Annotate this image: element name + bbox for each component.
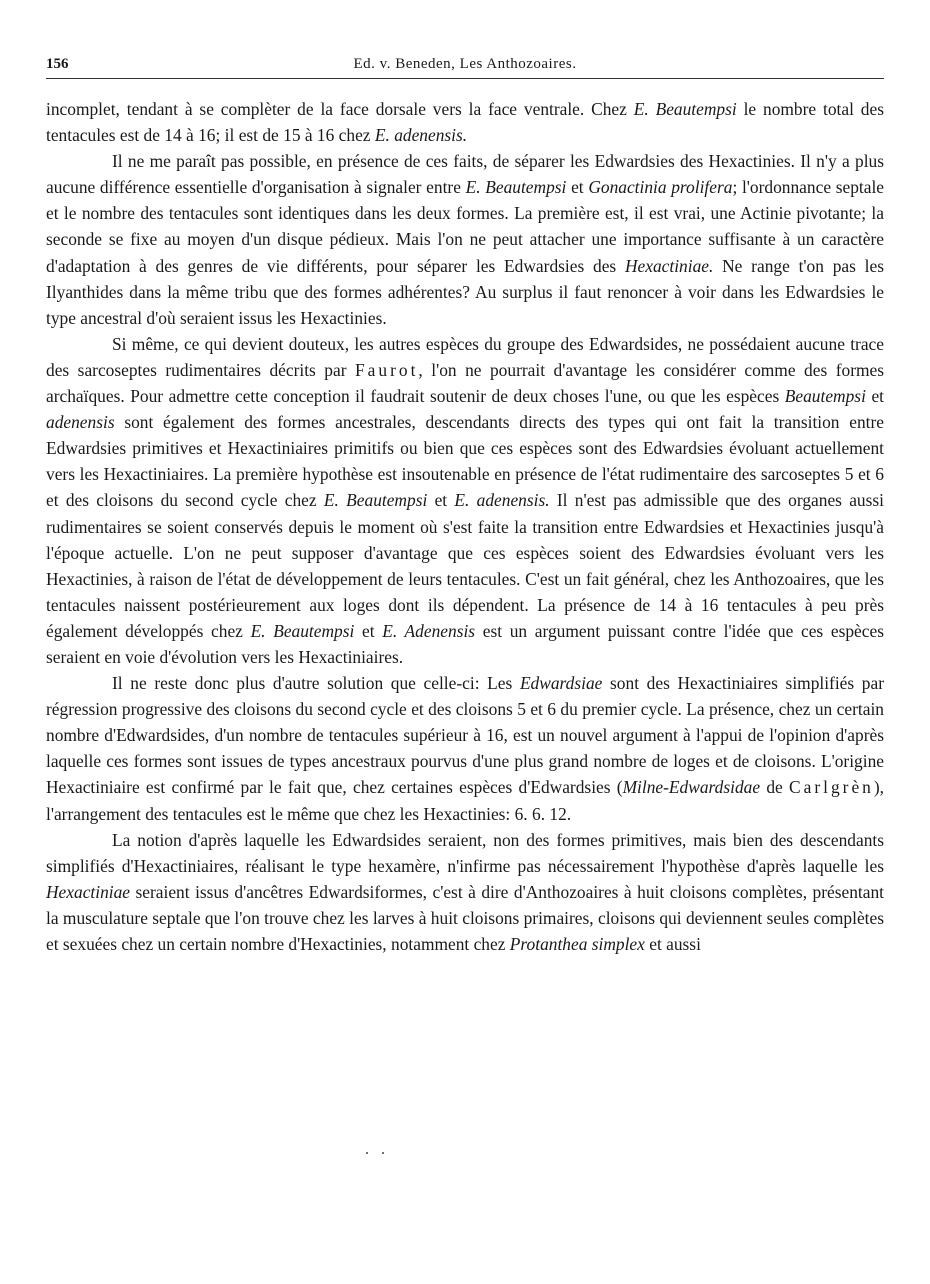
italic-run: E. Beautempsi [323, 490, 428, 511]
text-run: sont également des formes ancestrales, descendants directs des types qui ont fait la transition entre Edwardsies primitives et Hexactiniaires primitifs ou bien que ces espèces sont des Edwardsies évoluant actuellement vers les Hexactiniaires. La première hypothèse est insoutenable en présence de l'état rudimentaire des sarcoseptes 5 et 6 et des cloisons du second cycle chez [46, 412, 884, 511]
text-run: La notion d'après laquelle les Edwardsides seraient, non des formes primitives, mais bien des descendants simplifiés d'Hexactiniaires, réalisant le type hexamère, n'infirme pas nécessairement l'hypothèse d'après laquelle les [46, 829, 884, 876]
italic-run: Hexactiniae. [624, 255, 714, 276]
spaced-name-run: Faurot [355, 359, 419, 380]
text-run: le nombre total des tentacules est de 14 à 16; il est de 15 à 16 chez [46, 99, 884, 146]
paragraph [46, 331, 884, 670]
body-text [46, 96, 884, 957]
italic-run: Gonactinia prolifera [588, 177, 733, 198]
italic-run: adenensis [46, 412, 115, 433]
italic-run: E. Beautempsi [465, 177, 567, 198]
paragraph [46, 148, 884, 331]
italic-run: E. adenensis. [374, 125, 468, 146]
text-run: et aussi [644, 934, 701, 954]
italic-run: Beautempsi [784, 386, 866, 407]
text-run: sont des Hexactiniaires simplifiés par régression progressive des cloisons du second cycle et des cloisons 5 et 6 du premier cycle. La présence, chez un certain nombre d'Edwardsides, d'un nombre de tentacules supérieur à 16, est un nouvel argument à l'appui de l'opinion d'après laquelle ces formes sont issues de types ancestraux pourvus d'une plus grand nombre de loges et de cloisons. L'origine Hexactiniaire est confirmé par le fait que, chez certaines espèces d'Edwardsies ( [46, 673, 885, 798]
italic-run: E. Adenensis [382, 620, 476, 641]
text-run: , l'on ne pourrait d'avantage les considérer comme des formes archaïques. Pour admettre cette conception il faudrait soutenir de deux choses l'une, ou que les espèces [46, 359, 884, 407]
italic-run: E. adenensis. [454, 490, 550, 511]
page-number: 156 [46, 56, 69, 72]
stray-dot [366, 1152, 368, 1154]
text-run: de [760, 777, 790, 798]
italic-run: Edwardsiae [519, 673, 603, 694]
text-run: et [354, 620, 383, 641]
text-run: et [427, 490, 455, 511]
italic-run: Protanthea simplex [509, 934, 645, 954]
text-run: est un argument puissant contre l'idée que ces espèces seraient en voie d'évolution vers les Hexactiniaires. [46, 620, 884, 667]
italic-run: Hexactiniae [46, 881, 131, 902]
text-run: Il n'est pas admissible que des organes aussi rudimentaires se soient conservés depuis le moment où s'est faite la transition entre Edwardsies et Hexactinies jusqu'à l'époque actuelle. L'on ne peut supposer d'avantage que ces espèces soient des Edwardsies évoluant vers les Hexactinies, à raison de l'état de développement de leurs tentacules. C'est un fait général, chez les Anthozoaires, que les tentacules naissent postérieurement aux loges dont ils dépendent. La présence de 14 à 16 tentacules à peu près également développés chez [46, 490, 884, 641]
italic-run: E. Beautempsi [250, 620, 355, 641]
header-rule [46, 78, 884, 79]
document-page [46, 0, 884, 1284]
text-run: Il ne me paraît pas possible, en présence de ces faits, de séparer les Edwardsies des Hexactinies. Il n'y a plus aucune différence essentielle d'organisation à signaler entre [46, 151, 884, 198]
paragraph [46, 96, 884, 148]
spaced-name-run: Carlgrèn [789, 777, 874, 798]
running-head: Ed. v. Beneden, Les Anthozoaires. [353, 56, 577, 72]
stray-marks [364, 1152, 394, 1158]
text-run: et [566, 177, 589, 198]
stray-dot [382, 1152, 384, 1154]
text-run: incomplet, tendant à se complèter de la face dorsale vers la face ventrale. Chez [46, 99, 634, 119]
paragraph [46, 827, 884, 957]
text-run: Ne range t'on pas les Ilyanthides dans la même tribu que des formes adhérentes? Au surplus il faut renoncer à voir dans les Edwardsies le type ancestral d'où seraient issus les Hexactinies. [46, 255, 884, 328]
text-run: et [865, 386, 884, 407]
text-run: ), l'arrangement des tentacules est le même que chez les Hexactinies: 6. 6. 12. [46, 777, 884, 824]
text-run: Il ne reste donc plus d'autre solution que celle-ci: Les [112, 673, 520, 694]
text-run: ; l'ordonnance septale et le nombre des tentacules sont identiques dans les deux formes. La première est, il est vrai, une Actinie pivotante; la seconde se fixe au moyen d'un disque pédieux. Mais l'on ne peut attacher une importance suffisante à un caractère d'adaptation à des genres de vie différents, pour séparer les Edwardsies des [46, 177, 884, 276]
text-run: seraient issus d'ancêtres Edwardsiformes, c'est à dire d'Anthozoaires à huit cloisons complètes, présentant la musculature septale que l'on trouve chez les larves à huit cloisons primaires, cloisons qui deviennent seules complètes et sexuées chez un certain nombre d'Hexactinies, notamment chez [46, 881, 884, 954]
page-header [46, 56, 884, 78]
text-run: Si même, ce qui devient douteux, les autres espèces du groupe des Edwardsides, ne possédaient aucune trace des sarcoseptes rudimentaires décrits par [46, 333, 884, 380]
italic-run: Milne-Edwardsidae [622, 777, 761, 798]
italic-run: E. Beautempsi [633, 99, 737, 119]
paragraph [46, 670, 884, 827]
